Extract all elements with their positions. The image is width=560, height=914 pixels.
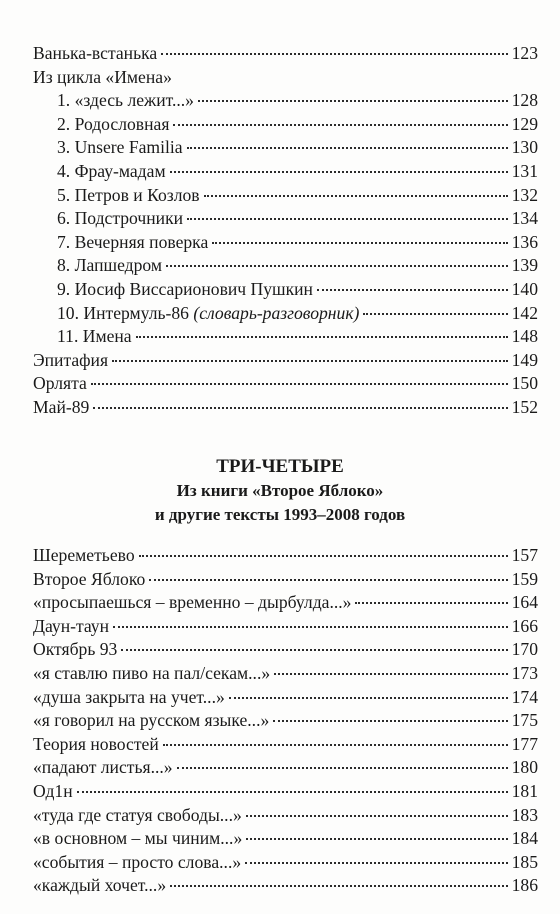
toc-entry-page: 139 — [511, 255, 538, 276]
dot-leader — [163, 744, 508, 746]
dot-leader — [355, 602, 507, 604]
toc-entry-page: 164 — [511, 592, 538, 613]
section-subtitle-line-2: и другие тексты 1993–2008 годов — [154, 505, 406, 524]
dot-leader — [149, 579, 507, 581]
toc-entry-page: 184 — [511, 828, 538, 849]
toc-entry-page: 142 — [511, 302, 538, 323]
toc-entry-page: 129 — [511, 113, 538, 134]
toc-entry-page: 132 — [511, 184, 538, 205]
toc-entry[interactable] — [33, 231, 538, 255]
dot-leader — [246, 838, 507, 840]
toc-entry-page: 134 — [511, 208, 538, 229]
toc-entry[interactable] — [33, 615, 538, 639]
toc-entry-title: 5. Петров и Козлов — [57, 184, 200, 205]
toc-entry[interactable] — [33, 638, 538, 662]
toc-entry-page: 123 — [511, 43, 538, 63]
toc-entry-title: Од1н — [33, 780, 73, 801]
dot-leader — [93, 407, 507, 409]
toc-entry[interactable] — [33, 207, 538, 231]
toc-entry-page: 180 — [511, 757, 538, 778]
toc-entry-title: «туда где статуя свободы...» — [33, 804, 242, 825]
toc-entry[interactable] — [33, 89, 538, 113]
toc-entry-page: 150 — [511, 373, 538, 394]
dot-leader — [170, 885, 507, 887]
toc-entry-title: Второе Яблоко — [33, 568, 146, 589]
toc-entry-page: 157 — [511, 545, 538, 565]
toc-entry-page: 166 — [511, 615, 538, 636]
toc-entry-title-main: 10. Интермуль-86 — [57, 302, 189, 323]
toc-entry-title: Даун-таун — [33, 615, 110, 636]
toc-entry[interactable] — [33, 113, 538, 137]
dot-leader — [91, 383, 508, 385]
dot-leader — [246, 815, 508, 817]
toc-entry-title: Октябрь 93 — [33, 639, 118, 660]
toc-entry[interactable] — [33, 591, 538, 615]
toc-list-top — [33, 42, 538, 420]
dot-leader — [121, 649, 507, 651]
toc-entry[interactable] — [33, 160, 538, 184]
toc-entry[interactable] — [33, 372, 538, 396]
toc-entry-title: 3. Unsere Familia — [57, 137, 183, 158]
toc-entry-title: 4. Фрау-мадам — [57, 160, 166, 181]
toc-entry-title: Май-89 — [33, 396, 90, 417]
dot-leader — [177, 767, 508, 769]
toc-entry-title: Орлята — [33, 373, 87, 394]
section-heading — [0, 455, 560, 527]
toc-entry-title: 9. Иосиф Виссарионович Пушкин — [57, 278, 313, 299]
toc-entry-title: «каждый хочет...» — [33, 875, 167, 896]
toc-entry-title: «душа закрыта на учет...» — [33, 686, 225, 707]
toc-entry-page: 170 — [511, 639, 538, 660]
toc-entry-title: «я ставлю пиво на пал/секам...» — [33, 662, 271, 683]
toc-entry[interactable] — [33, 254, 538, 278]
toc-entry[interactable] — [33, 349, 538, 373]
toc-list-bottom — [33, 544, 538, 898]
toc-entry-title: Эпитафия — [33, 349, 109, 370]
toc-entry-subtitle: (словарь-разговорник) — [193, 302, 360, 323]
toc-entry-page: 152 — [511, 396, 538, 417]
toc-entry[interactable] — [33, 568, 538, 592]
toc-entry-title: 11. Имена — [57, 326, 132, 347]
toc-entry[interactable] — [33, 662, 538, 686]
toc-entry-title: «падают листья...» — [33, 757, 173, 778]
toc-group-heading — [33, 66, 538, 90]
toc-entry-title: 1. «здесь лежит...» — [57, 90, 194, 111]
dot-leader — [139, 555, 508, 557]
toc-entry[interactable] — [33, 780, 538, 804]
toc-entry[interactable] — [33, 827, 538, 851]
dot-leader — [161, 53, 507, 55]
toc-entry[interactable] — [33, 851, 538, 875]
toc-entry[interactable] — [33, 302, 538, 326]
toc-entry-title — [57, 302, 359, 326]
toc-entry[interactable] — [33, 686, 538, 710]
toc-entry[interactable] — [33, 396, 538, 420]
toc-entry[interactable] — [33, 278, 538, 302]
dot-leader — [274, 673, 507, 675]
toc-entry-page: 159 — [511, 568, 538, 589]
toc-entry[interactable] — [33, 874, 538, 898]
toc-entry-title: Из цикла «Имена» — [33, 66, 172, 87]
dot-leader — [187, 218, 508, 220]
toc-entry-page: 177 — [511, 733, 538, 754]
dot-leader — [112, 360, 508, 362]
toc-entry-title: 2. Родословная — [57, 113, 170, 134]
dot-leader — [245, 862, 507, 864]
toc-entry-title: «я говорил на русском языке...» — [33, 710, 270, 731]
dot-leader — [170, 171, 508, 173]
toc-entry-page: 130 — [511, 137, 538, 158]
toc-entry[interactable] — [33, 733, 538, 757]
toc-entry-page: 131 — [511, 160, 538, 181]
toc-entry[interactable] — [33, 184, 538, 208]
toc-entry-title: Теория новостей — [33, 733, 159, 754]
toc-entry-page: 186 — [511, 875, 538, 896]
dot-leader — [136, 336, 508, 338]
toc-entry-title: Шереметьево — [33, 545, 135, 565]
toc-entry-page: 148 — [511, 326, 538, 347]
dot-leader — [113, 626, 508, 628]
toc-entry-page: 174 — [511, 686, 538, 707]
toc-entry-title: Ванька-встанька — [33, 43, 158, 63]
toc-entry[interactable] — [33, 756, 538, 780]
toc-entry-title: 8. Лапшедром — [57, 255, 162, 276]
dot-leader — [173, 124, 507, 126]
toc-entry[interactable] — [33, 325, 538, 349]
toc-entry-page: 173 — [511, 662, 538, 683]
toc-entry-title: «события – просто слова...» — [33, 851, 242, 872]
toc-entry-page: 149 — [511, 349, 538, 370]
toc-entry-page: 136 — [511, 231, 538, 252]
toc-entry-page: 140 — [511, 278, 538, 299]
dot-leader — [204, 195, 508, 197]
dot-leader — [317, 289, 508, 291]
dot-leader — [198, 100, 508, 102]
dot-leader — [363, 313, 507, 315]
toc-entry[interactable] — [33, 136, 538, 160]
toc-entry[interactable] — [33, 42, 538, 66]
dot-leader — [166, 265, 508, 267]
toc-entry[interactable] — [33, 709, 538, 733]
toc-entry-page: 183 — [511, 804, 538, 825]
section-title: ТРИ-ЧЕТЫРЕ — [216, 456, 344, 477]
dot-leader — [229, 697, 508, 699]
dot-leader — [212, 242, 507, 244]
toc-entry-page: 181 — [511, 780, 538, 801]
toc-entry-title: 7. Вечерняя поверка — [57, 231, 209, 252]
toc-entry-page: 185 — [511, 851, 538, 872]
dot-leader — [187, 147, 508, 149]
dot-leader — [77, 791, 508, 793]
toc-entry-title: «просыпаешься – временно – дырбулда...» — [33, 592, 352, 613]
dot-leader — [273, 720, 507, 722]
toc-entry-page: 175 — [511, 710, 538, 731]
toc-entry[interactable] — [33, 544, 538, 568]
section-subtitle-line-1: Из книги «Второе Яблоко» — [176, 481, 384, 500]
toc-entry-title: «в основном – мы чиним...» — [33, 828, 243, 849]
toc-entry[interactable] — [33, 804, 538, 828]
toc-entry-title: 6. Подстрочники — [57, 208, 184, 229]
toc-entry-page: 128 — [511, 90, 538, 111]
